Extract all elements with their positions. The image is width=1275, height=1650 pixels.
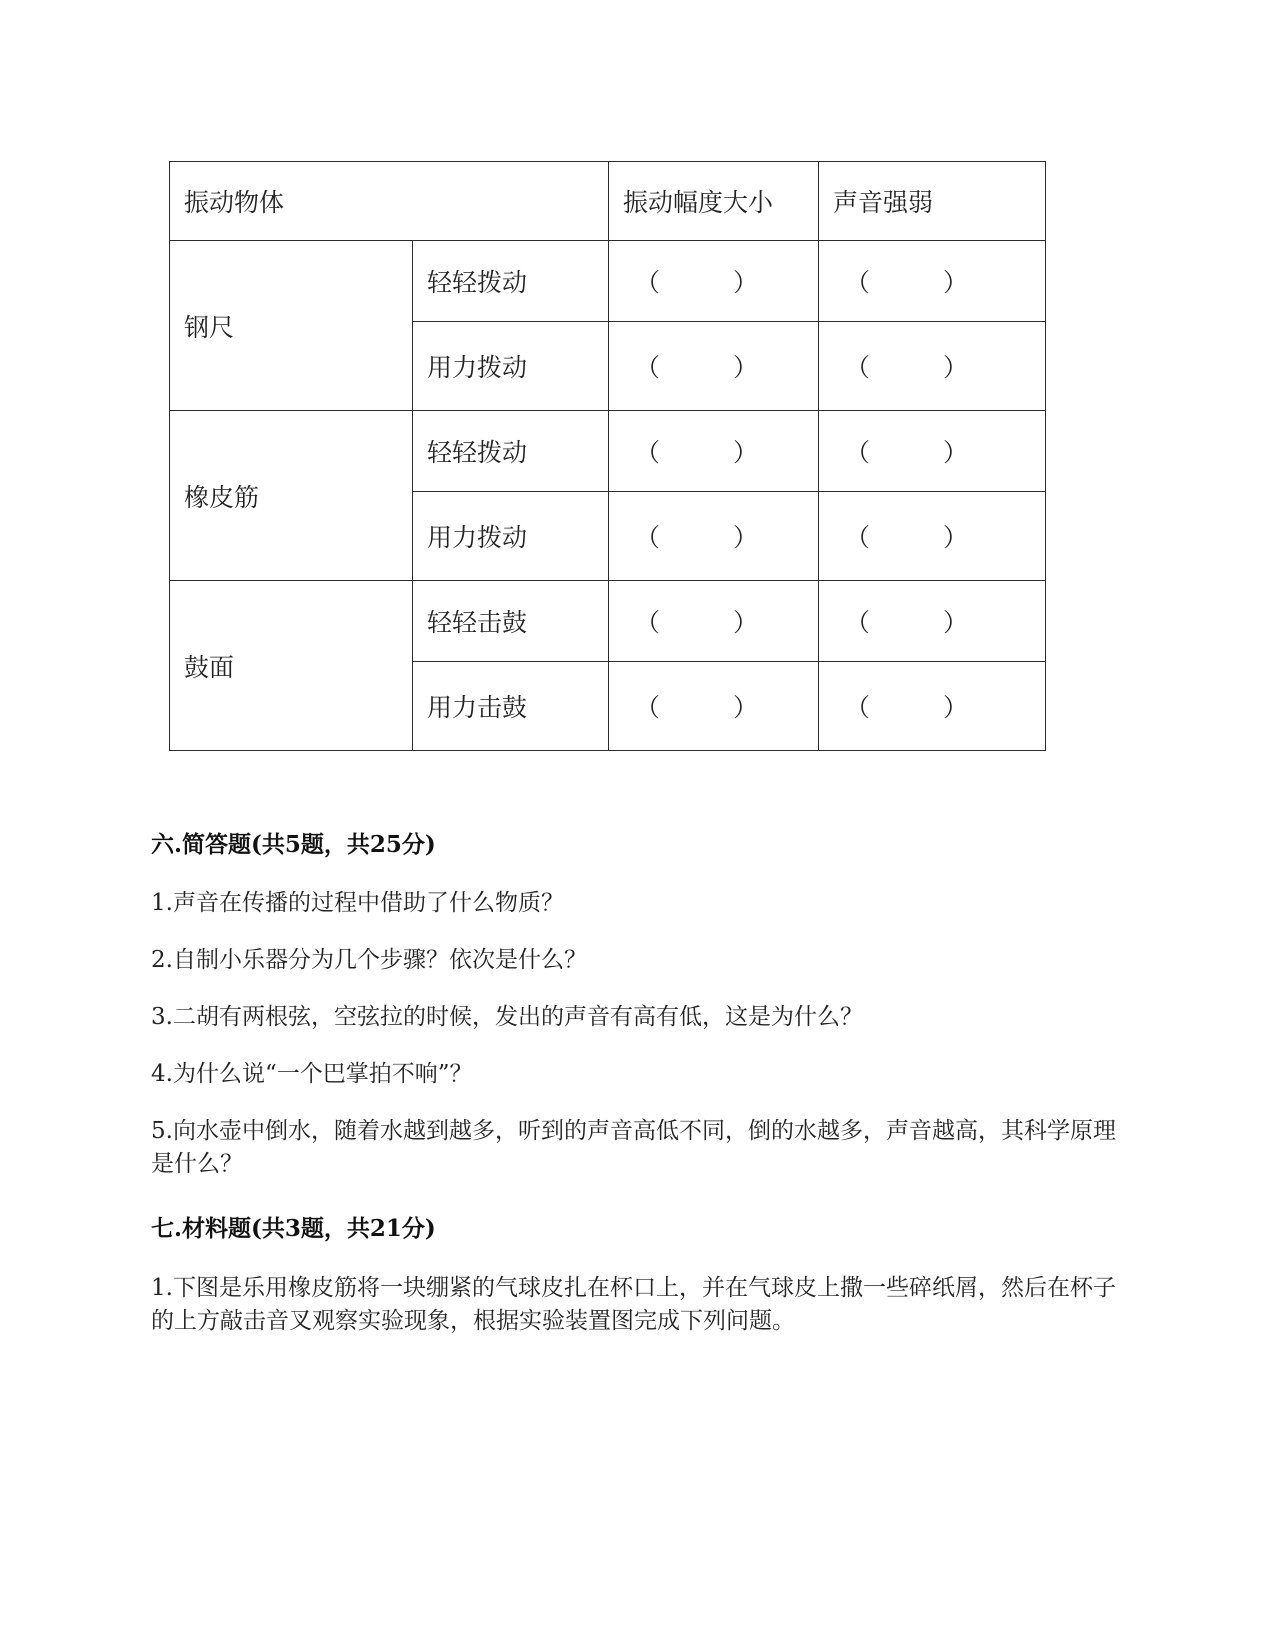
answer-blank[interactable]: （ ） — [819, 411, 1046, 492]
action-cell: 轻轻拨动 — [413, 241, 609, 322]
answer-blank[interactable]: （ ） — [819, 492, 1046, 581]
section-7-title: 七.材料题(共3题，共21分) — [151, 1215, 436, 1242]
header-cell: 振动物体 — [170, 162, 609, 241]
object-cell: 钢尺 — [170, 241, 413, 411]
object-cell: 鼓面 — [170, 581, 413, 751]
table-header-row — [170, 162, 1046, 241]
action-cell: 用力拨动 — [413, 492, 609, 581]
question-text: 4.为什么说“一个巴掌拍不响”？ — [151, 1061, 473, 1087]
answer-blank[interactable]: （ ） — [609, 581, 819, 662]
answer-blank[interactable]: （ ） — [819, 322, 1046, 411]
answer-blank[interactable]: （ ） — [609, 241, 819, 322]
question-text: 5.向水壶中倒水，随着水越到越多，听到的声音高低不同，倒的水越多，声音越高，其科学原理是什么？ — [151, 1118, 1116, 1177]
answer-blank[interactable]: （ ） — [609, 411, 819, 492]
header-cell: 声音强弱 — [819, 162, 1046, 241]
answer-blank[interactable]: （ ） — [819, 581, 1046, 662]
header-cell: 振动幅度大小 — [609, 162, 819, 241]
table-row — [170, 411, 1046, 492]
answer-blank[interactable]: （ ） — [819, 241, 1046, 322]
action-cell: 用力拨动 — [413, 322, 609, 411]
table-row — [170, 241, 1046, 322]
vibration-table — [169, 161, 1046, 751]
question-text: 2.自制小乐器分为几个步骤？依次是什么？ — [151, 947, 587, 973]
action-cell: 轻轻击鼓 — [413, 581, 609, 662]
question-text: 1.声音在传播的过程中借助了什么物质？ — [151, 890, 564, 916]
answer-blank[interactable]: （ ） — [609, 492, 819, 581]
answer-blank[interactable]: （ ） — [819, 662, 1046, 751]
table-row — [170, 581, 1046, 662]
section-6-title: 六.简答题(共5题，共25分) — [151, 831, 436, 858]
question-text: 3.二胡有两根弦，空弦拉的时候，发出的声音有高有低，这是为什么？ — [151, 1004, 863, 1030]
question-text: 1.下图是乐用橡皮筋将一块绷紧的气球皮扎在杯口上，并在气球皮上撒一些碎纸屑，然后在杯子的上方敲击音叉观察实验现象，根据实验装置图完成下列问题。 — [151, 1275, 1116, 1334]
object-cell: 橡皮筋 — [170, 411, 413, 581]
answer-blank[interactable]: （ ） — [609, 322, 819, 411]
answer-blank[interactable]: （ ） — [609, 662, 819, 751]
action-cell: 用力击鼓 — [413, 662, 609, 751]
action-cell: 轻轻拨动 — [413, 411, 609, 492]
